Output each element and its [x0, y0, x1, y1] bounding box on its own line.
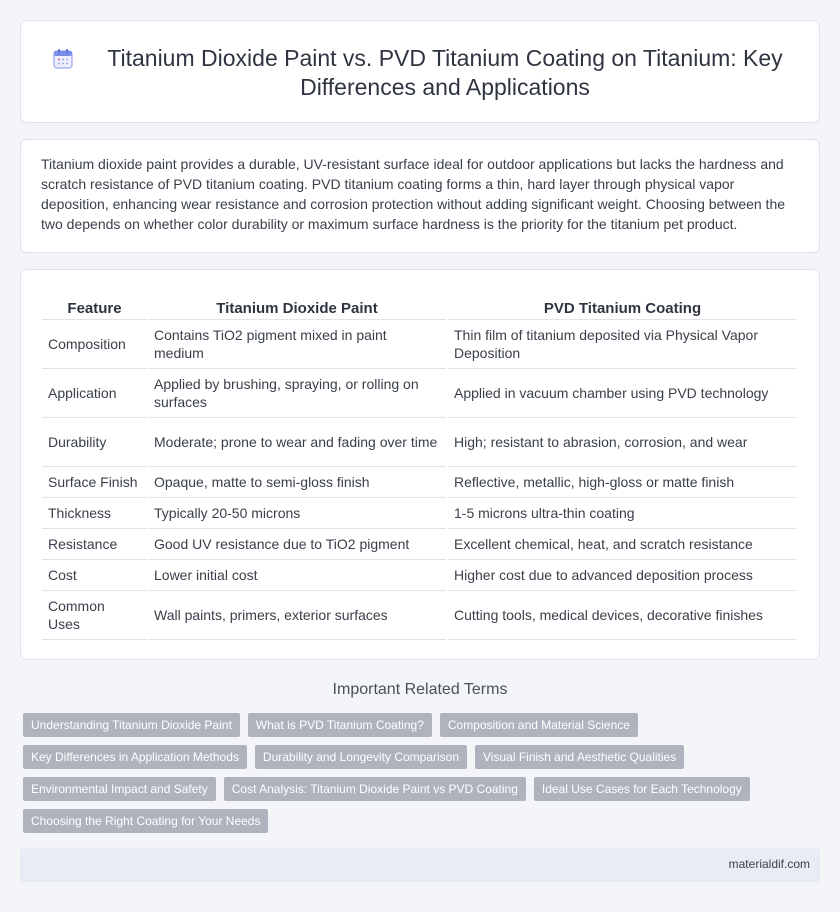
paint-cell: Opaque, matte to semi-gloss finish	[147, 466, 447, 497]
related-term-tag[interactable]: Environmental Impact and Safety	[23, 777, 216, 801]
feature-cell: Thickness	[42, 497, 147, 528]
intro-paragraph: Titanium dioxide paint provides a durable, UV-resistant surface ideal for outdoor applications but lacks the hardness and scratch resistance of PVD titanium coating. PVD titanium coating forms a thin, hard layer through physical vapor deposition, enhancing wear resistance and corrosion protection without adding significant weight. Choosing between the two depends on whether color durability or maximum surface hardness is the priority for the titanium pet product.	[41, 156, 786, 232]
feature-cell: Durability	[42, 417, 147, 466]
related-term-tag[interactable]: Visual Finish and Aesthetic Qualities	[475, 745, 684, 769]
paint-cell: Applied by brushing, spraying, or rolling on surfaces	[147, 368, 447, 417]
related-term-tag[interactable]: Choosing the Right Coating for Your Needs	[23, 809, 268, 833]
related-terms-heading: Important Related Terms	[332, 681, 508, 698]
pvd-cell: Excellent chemical, heat, and scratch resistance	[447, 528, 798, 559]
related-term-tag[interactable]: Composition and Material Science	[440, 713, 638, 737]
comparison-table	[42, 293, 799, 640]
footer	[20, 848, 820, 882]
table-header-row	[42, 293, 798, 319]
table-row	[42, 590, 798, 639]
table-row	[42, 319, 798, 368]
table-row	[42, 559, 798, 590]
related-term-tag[interactable]: What is PVD Titanium Coating?	[248, 713, 432, 737]
header-card	[20, 20, 820, 123]
pvd-cell: Applied in vacuum chamber using PVD technology	[447, 368, 798, 417]
page-title: Titanium Dioxide Paint vs. PVD Titanium Coating on Titanium: Key Differences and Applications	[107, 45, 783, 100]
feature-cell: Cost	[42, 559, 147, 590]
table-row	[42, 528, 798, 559]
site-name[interactable]: materialdif.com	[728, 857, 810, 871]
column-header-pvd-titanium-coating: PVD Titanium Coating	[447, 293, 798, 319]
tag-row	[23, 713, 723, 737]
feature-cell: Common Uses	[42, 590, 147, 639]
table-row	[42, 497, 798, 528]
paint-cell: Lower initial cost	[147, 559, 447, 590]
feature-cell: Application	[42, 368, 147, 417]
comparison-table-card	[20, 269, 820, 660]
paint-cell: Good UV resistance due to TiO2 pigment	[147, 528, 447, 559]
related-term-tag[interactable]: Understanding Titanium Dioxide Paint	[23, 713, 240, 737]
paint-cell: Wall paints, primers, exterior surfaces	[147, 590, 447, 639]
tag-row	[23, 745, 723, 769]
pvd-cell: Thin film of titanium deposited via Physical Vapor Deposition	[447, 319, 798, 368]
tag-row	[23, 777, 742, 801]
feature-cell: Composition	[42, 319, 147, 368]
feature-cell: Resistance	[42, 528, 147, 559]
paint-cell: Contains TiO2 pigment mixed in paint medium	[147, 319, 447, 368]
related-term-tag[interactable]: Ideal Use Cases for Each Technology	[534, 777, 750, 801]
paint-cell: Typically 20-50 microns	[147, 497, 447, 528]
feature-cell: Surface Finish	[42, 466, 147, 497]
related-terms-list	[23, 713, 742, 841]
pvd-cell: High; resistant to abrasion, corrosion, and wear	[447, 417, 798, 466]
pvd-cell: Reflective, metallic, high-gloss or matte finish	[447, 466, 798, 497]
column-header-feature: Feature	[42, 293, 147, 319]
pvd-cell: 1-5 microns ultra-thin coating	[447, 497, 798, 528]
pvd-cell: Higher cost due to advanced deposition process	[447, 559, 798, 590]
calendar-icon	[51, 47, 75, 71]
table-row	[42, 417, 798, 466]
table-row	[42, 466, 798, 497]
intro-card	[20, 139, 820, 253]
pvd-cell: Cutting tools, medical devices, decorative finishes	[447, 590, 798, 639]
related-term-tag[interactable]: Key Differences in Application Methods	[23, 745, 247, 769]
tag-row	[23, 809, 723, 833]
related-term-tag[interactable]: Cost Analysis: Titanium Dioxide Paint vs PVD Coating	[224, 777, 526, 801]
column-header-titanium-dioxide-paint: Titanium Dioxide Paint	[147, 293, 447, 319]
paint-cell: Moderate; prone to wear and fading over time	[147, 417, 447, 466]
related-term-tag[interactable]: Durability and Longevity Comparison	[255, 745, 467, 769]
table-row	[42, 368, 798, 417]
